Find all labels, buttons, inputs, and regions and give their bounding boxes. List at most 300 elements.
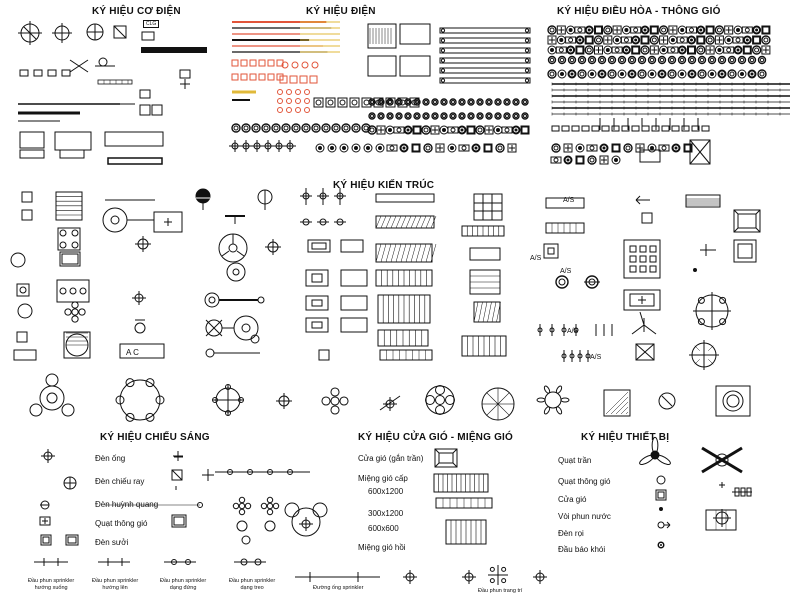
circle-symbol — [740, 58, 744, 62]
cs-bottom-3 — [229, 578, 275, 591]
box-symbol — [368, 56, 396, 76]
circle-symbol — [718, 49, 721, 52]
circle-symbol — [227, 263, 245, 281]
circle-symbol — [679, 57, 686, 64]
line-symbol — [396, 216, 401, 228]
circle-symbol — [624, 38, 628, 42]
tb-label-1: Quạt thông gió — [558, 477, 611, 486]
circle-symbol — [425, 101, 428, 104]
circle-symbol — [698, 319, 704, 325]
box-symbol — [338, 98, 347, 107]
circle-symbol — [72, 309, 78, 315]
circle-symbol — [40, 386, 64, 410]
line-symbol — [401, 244, 406, 262]
circle-symbol — [700, 58, 704, 62]
circle-symbol — [234, 126, 238, 130]
line-symbol — [483, 302, 487, 322]
circle-symbol — [615, 48, 619, 52]
circle-symbol — [497, 129, 500, 132]
circle-symbol — [371, 115, 374, 118]
box-symbol — [572, 126, 579, 131]
circle-symbol — [502, 567, 506, 571]
box-symbol — [552, 126, 559, 131]
box-symbol — [702, 126, 709, 131]
box-symbol — [48, 70, 56, 76]
line-symbol — [487, 404, 498, 415]
circle-symbol — [651, 147, 654, 150]
circle-symbol — [727, 395, 739, 407]
box-symbol — [232, 74, 238, 80]
circle-symbol — [443, 101, 446, 104]
box-symbol — [658, 492, 664, 498]
box-symbol — [22, 210, 32, 220]
circle-symbol — [649, 57, 656, 64]
circle-symbol — [352, 124, 360, 132]
circle-symbol — [639, 57, 646, 64]
line-symbol — [492, 302, 496, 322]
circle-symbol — [196, 189, 210, 203]
box-symbol — [642, 213, 652, 223]
petal — [543, 385, 550, 394]
circle-symbol — [239, 497, 244, 502]
cg-label-4: 600x600 — [368, 524, 399, 533]
circle-symbol — [741, 73, 744, 76]
line-symbol — [734, 228, 738, 232]
box-symbol — [105, 132, 163, 146]
circle-symbol — [670, 58, 674, 62]
box-symbol — [734, 240, 756, 262]
box-symbol — [43, 537, 49, 543]
cs-label-4: Đèn sưởi — [95, 538, 129, 547]
circle-symbol — [305, 99, 310, 104]
circle-symbol — [587, 48, 591, 52]
box-symbol — [630, 256, 636, 262]
circle-symbol — [737, 29, 740, 32]
box-symbol — [22, 192, 32, 202]
circle-symbol — [292, 62, 298, 68]
line-symbol — [222, 251, 229, 256]
box-symbol — [469, 128, 473, 132]
box-symbol — [630, 246, 636, 252]
circle-symbol — [267, 497, 272, 502]
box-symbol — [686, 146, 690, 150]
as-label-3: A/S — [560, 268, 572, 275]
circle-symbol — [287, 108, 292, 113]
line-symbol — [636, 196, 640, 200]
box-symbol — [474, 194, 502, 220]
box-symbol — [544, 244, 558, 258]
circle-symbol — [561, 73, 564, 76]
heading-kien-truc: KÝ HIỆU KIẾN TRÚC — [333, 180, 435, 191]
box-symbol — [650, 256, 656, 262]
circle-symbol — [549, 57, 556, 64]
circle-symbol — [662, 146, 666, 150]
circle-symbol — [441, 49, 444, 52]
circle-symbol — [711, 73, 714, 76]
box-symbol — [592, 126, 599, 131]
circle-symbol — [331, 388, 339, 396]
circle-symbol — [426, 146, 430, 150]
circle-symbol — [65, 309, 71, 315]
circle-symbol — [296, 99, 301, 104]
box-symbol — [306, 270, 328, 286]
heading-chieu-sang: KÝ HIỆU CHIẾU SÁNG — [100, 432, 210, 443]
circle-symbol — [671, 39, 674, 42]
circle-symbol — [668, 70, 676, 78]
circle-symbol — [643, 48, 647, 52]
box-symbol — [578, 158, 582, 162]
circle-symbol — [47, 393, 57, 403]
circle-symbol — [689, 57, 696, 64]
circle-symbol — [461, 101, 464, 104]
circle-symbol — [458, 126, 466, 134]
circle-symbol — [619, 57, 626, 64]
cs-bottom-2-text: Đầu phun sprinkler dạng đứng — [160, 578, 207, 591]
line-symbol — [114, 26, 126, 38]
cs-bottom-2 — [160, 578, 206, 591]
box-symbol — [300, 76, 307, 83]
circle-symbol — [723, 391, 743, 411]
tb-label-2: Cửa gió — [558, 495, 587, 504]
circle-symbol — [62, 404, 74, 416]
circle-symbol — [461, 115, 464, 118]
circle-symbol — [490, 579, 494, 583]
circle-symbol — [678, 46, 686, 54]
circle-symbol — [524, 101, 527, 104]
circle-symbol — [556, 276, 568, 288]
box-symbol — [341, 318, 367, 332]
box-symbol — [290, 76, 297, 83]
box-symbol — [268, 60, 274, 66]
box-symbol — [142, 32, 154, 40]
circle-symbol — [554, 158, 558, 162]
circle-symbol — [60, 242, 66, 248]
line-symbol — [636, 200, 640, 204]
box-symbol — [486, 146, 490, 150]
line-symbol — [416, 244, 421, 262]
box-symbol — [440, 58, 530, 63]
circle-symbol — [706, 36, 714, 44]
circle-symbol — [650, 58, 654, 62]
circle-symbol — [252, 124, 260, 132]
circle-symbol — [699, 48, 703, 52]
circle-symbol — [305, 90, 310, 95]
circle-symbol — [630, 58, 634, 62]
circle-symbol — [697, 46, 705, 54]
circle-symbol — [322, 397, 330, 405]
circle-symbol — [753, 46, 761, 54]
cg-label-3: 300x1200 — [368, 509, 404, 518]
circle-symbol — [658, 70, 666, 78]
circle-symbol — [312, 62, 318, 68]
circle-symbol — [436, 396, 445, 405]
line-symbol — [644, 325, 656, 334]
circle-symbol — [470, 101, 473, 104]
circle-symbol — [717, 28, 721, 32]
circle-symbol — [334, 126, 338, 130]
circle-symbol — [312, 124, 320, 132]
box-symbol — [312, 300, 322, 306]
circle-symbol — [72, 242, 78, 248]
box-symbol — [60, 150, 84, 158]
circle-symbol — [640, 58, 644, 62]
box-symbol — [672, 126, 679, 131]
box-symbol — [312, 243, 326, 249]
box-symbol — [98, 80, 132, 84]
box-symbol — [34, 70, 42, 76]
circle-symbol — [331, 406, 339, 414]
circle-symbol — [416, 115, 419, 118]
circle-symbol — [488, 101, 491, 104]
heading-dieu-hoa: KÝ HIỆU ĐIỀU HÒA - THÔNG GIÓ — [557, 6, 721, 17]
circle-symbol — [258, 297, 264, 303]
box-symbol — [341, 270, 367, 286]
box-symbol — [470, 248, 500, 260]
box-symbol — [682, 126, 689, 131]
circle-symbol — [451, 128, 455, 132]
box-symbol — [587, 38, 591, 42]
circle-symbol — [580, 58, 584, 62]
tb-label-4: Đèn rọi — [558, 529, 584, 538]
circle-symbol — [441, 113, 447, 119]
box-symbol — [548, 248, 554, 254]
line-symbol — [474, 302, 478, 322]
as-label-2: A/S — [530, 255, 542, 262]
line-symbol — [376, 216, 381, 228]
circle-symbol — [588, 156, 596, 164]
circle-symbol — [233, 269, 239, 275]
circle-symbol — [478, 128, 482, 132]
line-symbol — [381, 216, 386, 228]
circle-symbol — [459, 113, 465, 119]
box-symbol — [614, 146, 618, 150]
circle-symbol — [657, 476, 665, 484]
circle-symbol — [569, 57, 576, 64]
circle-symbol — [479, 115, 482, 118]
circle-symbol — [495, 113, 501, 119]
circle-symbol — [640, 72, 644, 76]
box-symbol — [20, 132, 44, 148]
circle-symbol — [72, 230, 78, 236]
circle-symbol — [513, 99, 519, 105]
circle-symbol — [560, 39, 563, 42]
circle-symbol — [699, 57, 706, 64]
circle-symbol — [570, 58, 574, 62]
circle-symbol — [254, 126, 258, 130]
circle-symbol — [400, 144, 408, 152]
circle-symbol — [715, 26, 723, 34]
circle-symbol — [79, 309, 85, 315]
circle-symbol — [709, 57, 716, 64]
box-symbol — [662, 126, 669, 131]
circle-symbol — [443, 129, 446, 132]
circle-symbol — [30, 404, 42, 416]
line-symbol — [416, 216, 421, 228]
circle-symbol — [525, 69, 528, 72]
circle-symbol — [441, 29, 444, 32]
circle-symbol — [278, 90, 283, 95]
circle-symbol — [389, 115, 392, 118]
circle-symbol — [398, 115, 401, 118]
circle-symbol — [610, 72, 614, 76]
circle-symbol — [324, 126, 328, 130]
circle-symbol — [398, 101, 401, 104]
circle-symbol — [370, 128, 374, 132]
circle-symbol — [423, 113, 429, 119]
cg-label-2: 600x1200 — [368, 487, 404, 496]
line-symbol — [662, 396, 672, 406]
circle-symbol — [239, 509, 244, 514]
circle-symbol — [680, 58, 684, 62]
box-symbol — [699, 38, 703, 42]
line-symbol — [391, 216, 396, 228]
circle-symbol — [265, 521, 275, 531]
tb-label-3: Vòi phun nước — [558, 512, 611, 521]
circle-symbol — [319, 147, 322, 150]
circle-symbol — [282, 124, 290, 132]
box-symbol — [259, 74, 265, 80]
circle-symbol — [135, 323, 145, 333]
box-symbol — [642, 126, 649, 131]
box-symbol — [108, 158, 162, 164]
circle-symbol — [296, 90, 301, 95]
circle-symbol — [504, 99, 510, 105]
circle-symbol — [671, 48, 675, 52]
circle-symbol — [331, 147, 334, 150]
box-symbol — [308, 240, 330, 252]
circle-symbol — [515, 101, 518, 104]
circle-symbol — [590, 146, 594, 150]
box-symbol — [306, 296, 328, 310]
circle-symbol — [424, 144, 432, 152]
circle-symbol — [599, 57, 606, 64]
circle-symbol — [354, 126, 358, 130]
circle-symbol — [476, 126, 484, 134]
circle-symbol — [477, 99, 483, 105]
circle-symbol — [434, 115, 437, 118]
box-symbol — [174, 517, 184, 525]
box-symbol — [341, 296, 367, 310]
circle-symbol — [624, 144, 632, 152]
circle-symbol — [764, 38, 768, 42]
circle-symbol — [441, 79, 444, 82]
line-symbol — [756, 210, 760, 214]
circle-symbol — [450, 99, 456, 105]
box-symbol — [55, 132, 91, 150]
box-symbol — [632, 126, 639, 131]
circle-symbol — [434, 101, 437, 104]
box-symbol — [440, 38, 530, 43]
box-symbol — [414, 146, 418, 150]
circle-symbol — [477, 113, 483, 119]
box-symbol — [640, 256, 646, 262]
circle-symbol — [305, 108, 310, 113]
line-symbol — [695, 346, 700, 351]
circle-symbol — [380, 115, 383, 118]
circle-symbol — [287, 99, 292, 104]
circle-symbol — [670, 72, 674, 76]
circle-symbol — [80, 288, 86, 294]
box-symbol — [597, 28, 601, 32]
petal — [555, 385, 562, 394]
box-symbol — [706, 510, 736, 530]
circle-symbol — [120, 380, 160, 420]
box-symbol — [268, 74, 274, 80]
line-symbol — [616, 402, 628, 414]
box-symbol — [57, 280, 89, 302]
circle-symbol — [462, 146, 466, 150]
circle-symbol — [515, 115, 518, 118]
tb-label-0: Quạt trần — [558, 456, 592, 465]
circle-symbol — [11, 253, 25, 267]
circle-symbol — [641, 26, 649, 34]
circle-symbol — [736, 38, 740, 42]
circle-symbol — [658, 542, 664, 548]
box-symbol — [415, 128, 419, 132]
box-symbol — [314, 98, 323, 107]
circle-symbol — [525, 79, 528, 82]
petal — [537, 398, 545, 402]
circle-symbol — [638, 70, 646, 78]
circle-symbol — [60, 230, 66, 236]
circle-symbol — [658, 522, 664, 528]
circle-symbol — [389, 101, 392, 104]
circle-symbol — [698, 70, 706, 78]
circle-symbol — [550, 72, 554, 76]
circle-symbol — [728, 70, 736, 78]
circle-symbol — [629, 57, 636, 64]
circle-symbol — [610, 58, 614, 62]
circle-symbol — [548, 70, 556, 78]
circle-symbol — [576, 36, 584, 44]
as-label-4: A/S — [567, 328, 579, 335]
box-symbol — [764, 28, 768, 32]
circle-symbol — [468, 113, 474, 119]
circle-symbol — [660, 58, 664, 62]
circle-symbol — [690, 28, 694, 32]
circle-symbol — [606, 28, 610, 32]
line-symbol — [406, 244, 411, 262]
circle-symbol — [432, 113, 438, 119]
circle-symbol — [261, 503, 266, 508]
circle-symbol — [486, 113, 492, 119]
circle-symbol — [496, 144, 504, 152]
circle-symbol — [669, 57, 676, 64]
circle-symbol — [441, 39, 444, 42]
circle-symbol — [720, 297, 726, 303]
circle-symbol — [443, 115, 446, 118]
box-symbol — [376, 194, 434, 202]
circle-symbol — [242, 324, 250, 332]
box-symbol — [440, 28, 530, 33]
circle-symbol — [606, 49, 609, 52]
circle-symbol — [111, 216, 119, 224]
circle-symbol — [622, 46, 630, 54]
circle-symbol — [750, 58, 754, 62]
box-symbol — [690, 48, 694, 52]
box-symbol — [578, 48, 582, 52]
line-symbol — [487, 393, 498, 404]
cs-bottom-4-text: Đường ống sprinkler — [313, 585, 364, 591]
box-symbol — [634, 48, 638, 52]
box-symbol — [640, 266, 646, 272]
circle-symbol — [70, 288, 76, 294]
circle-symbol — [390, 146, 394, 150]
petal — [543, 406, 550, 415]
line-symbol — [421, 244, 426, 262]
circle-symbol — [729, 57, 736, 64]
box-symbol — [643, 38, 647, 42]
